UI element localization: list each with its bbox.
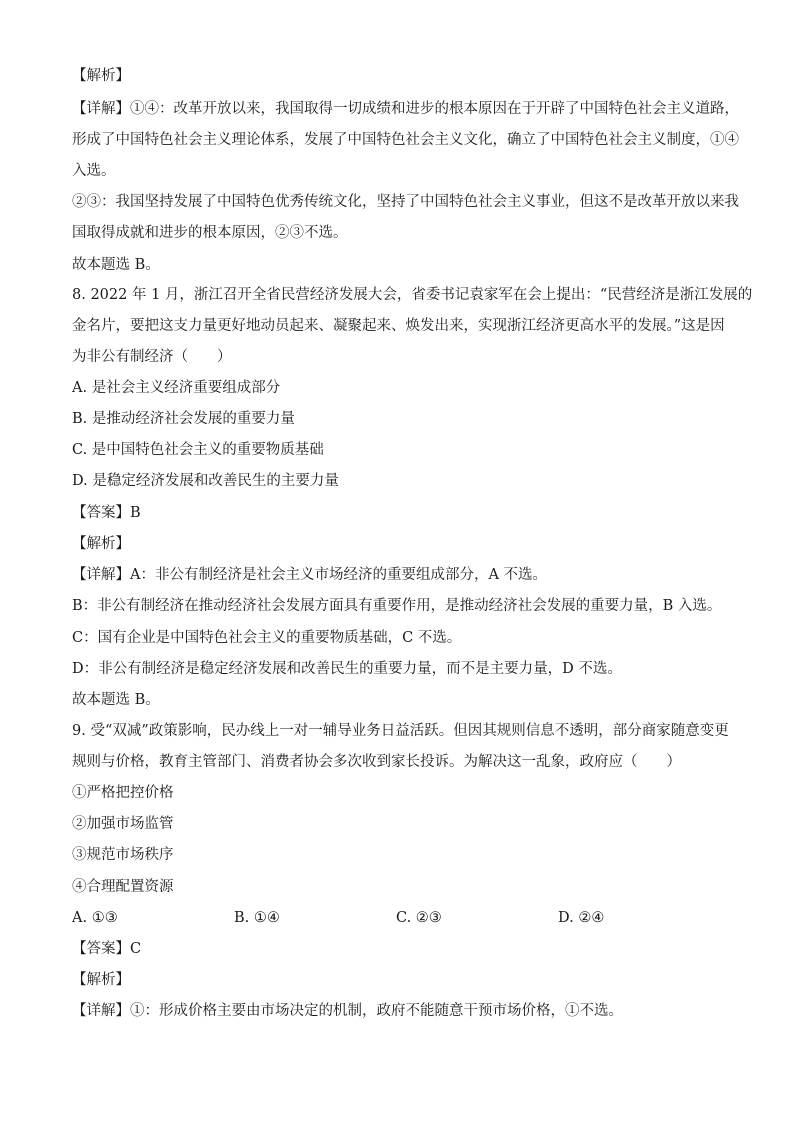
option-d: D. 是稳定经济发展和改善民生的主要力量 bbox=[72, 473, 339, 489]
option-a: A. 是社会主义经济重要组成部分 bbox=[72, 380, 281, 396]
option-a: A. ①③ bbox=[72, 910, 118, 926]
option-d: D. ②④ bbox=[558, 910, 605, 926]
question-8-stem: 8. 2022 年 1 月，浙江召开全省民营经济发展大会，省委书记袁家军在会上提出：“民营经济是浙江发展的 bbox=[72, 287, 753, 303]
question-9-stem: 9. 受“双减”政策影响，民办线上一对一辅导业务日益活跃。但因其规则信息不透明，部分商家随意变更 bbox=[72, 723, 729, 739]
option-b: B. ①④ bbox=[234, 910, 280, 926]
text-line: C：国有企业是中国特色社会主义的重要物质基础，C 不选。 bbox=[72, 630, 462, 646]
text-line: 故本题选 B。 bbox=[72, 692, 160, 708]
text-line: 【详解】A：非公有制经济是社会主义市场经济的重要组成部分，A 不选。 bbox=[72, 567, 548, 583]
text-line: 规则与价格，教育主管部门、消费者协会多次收到家长投诉。为解决这一乱象，政府应（ ） bbox=[72, 754, 681, 770]
text-line: 【详解】①：形成价格主要由市场决定的机制，政府不能随意干预市场价格，①不选。 bbox=[72, 1003, 623, 1019]
text-line: 【解析】 bbox=[72, 68, 130, 84]
answer-line: 【答案】C bbox=[72, 941, 142, 957]
answer-line: 【答案】B bbox=[72, 505, 141, 521]
text-line: 金名片，要把这支力量更好地动员起来、凝聚起来、焕发出来，实现浙江经济更高水平的发展。”这是因 bbox=[72, 318, 725, 334]
text-line: 入选。 bbox=[72, 163, 116, 179]
text-line: D：非公有制经济是稳定经济发展和改善民生的重要力量，而不是主要力量，D 不选。 bbox=[72, 661, 622, 677]
text-line: 国取得成就和进步的根本原因，②③不选。 bbox=[72, 225, 348, 241]
option-c: C. ②③ bbox=[396, 910, 442, 926]
text-line: 【解析】 bbox=[72, 536, 130, 552]
text-line: 故本题选 B。 bbox=[72, 257, 160, 273]
text-line: ②③：我国坚持发展了中国特色优秀传统文化，坚持了中国特色社会主义事业，但这不是改革开放以来我 bbox=[72, 194, 739, 210]
text-line: ④合理配置资源 bbox=[72, 879, 174, 895]
text-line: 形成了中国特色社会主义理论体系，发展了中国特色社会主义文化，确立了中国特色社会主义制度，①④ bbox=[72, 132, 739, 148]
text-line: 【解析】 bbox=[72, 972, 130, 988]
text-line: ③规范市场秩序 bbox=[72, 847, 174, 863]
option-c: C. 是中国特色社会主义的重要物质基础 bbox=[72, 442, 324, 458]
text-line: B：非公有制经济在推动经济社会发展方面具有重要作用，是推动经济社会发展的重要力量，B 入选。 bbox=[72, 598, 722, 614]
text-line: 为非公有制经济（ ） bbox=[72, 349, 232, 365]
text-line: ①严格把控价格 bbox=[72, 785, 174, 801]
text-line: ②加强市场监管 bbox=[72, 816, 174, 832]
text-line: 【详解】①④：改革开放以来，我国取得一切成绩和进步的根本原因在于开辟了中国特色社会主义道路， bbox=[72, 101, 739, 117]
option-b: B. 是推动经济社会发展的重要力量 bbox=[72, 411, 295, 427]
options-row bbox=[72, 908, 722, 928]
